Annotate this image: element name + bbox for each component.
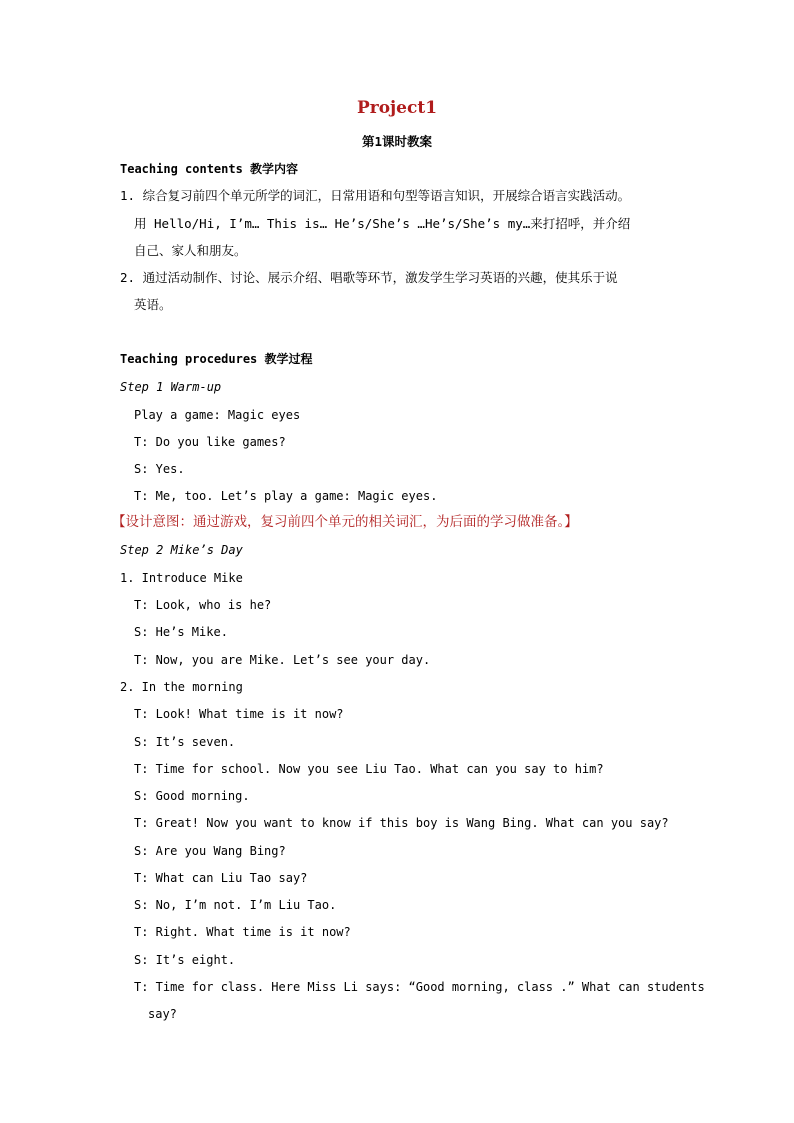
step1-line: Play a game: Magic eyes: [134, 408, 301, 422]
step2-sub2-line: S: It’s eight.: [134, 953, 236, 967]
document-title: Project1: [356, 98, 438, 118]
step1-design-intent: 【设计意图：通过游戏，复习前四个单元的相关词汇，为后面的学习做准备。】: [112, 514, 578, 530]
contents-heading: Teaching contents 教学内容: [120, 162, 299, 176]
step2-sub1-line: T: Look, who is he?: [134, 598, 272, 612]
step2-sub1-line: T: Now, you are Mike. Let’s see your day.: [134, 653, 431, 667]
step2-sub2-heading: 2. In the morning: [120, 680, 243, 694]
contents-item-1-line-3: 自己、家人和朋友。: [134, 243, 247, 258]
step1-line: S: Yes.: [134, 462, 185, 476]
step2-sub2-line: T: Great! Now you want to know if this boy is Wang Bing. What can you say?: [134, 816, 669, 830]
contents-item-2-line-2: 英语。: [134, 297, 172, 312]
step2-sub2-line: T: Time for class. Here Miss Li says: “Good morning, class .” What can students: [134, 980, 705, 994]
step2-sub2-line: T: What can Liu Tao say?: [134, 871, 308, 885]
step2-sub2-line: S: No, I’m not. I’m Liu Tao.: [134, 898, 337, 912]
step2-sub1-heading: 1. Introduce Mike: [120, 571, 243, 585]
step2-sub2-line: S: It’s seven.: [134, 735, 236, 749]
step2-heading: Step 2 Mike’s Day: [120, 543, 243, 557]
contents-item-2: 2. 通过活动制作、讨论、展示介绍、唱歌等环节，激发学生学习英语的兴趣，使其乐于说: [120, 270, 618, 285]
contents-item-1-line-2: 用 Hello/Hi, I’m… This is… He’s/She’s …He’s/She’s my…来打招呼，并介绍: [134, 216, 631, 231]
step2-sub2-line: T: Right. What time is it now?: [134, 925, 351, 939]
step1-line: T: Me, too. Let’s play a game: Magic eyes.: [134, 489, 438, 503]
step2-sub2-line: S: Good morning.: [134, 789, 250, 803]
step1-line: T: Do you like games?: [134, 435, 286, 449]
step2-sub2-line: T: Look! What time is it now?: [134, 707, 344, 721]
step1-heading: Step 1 Warm-up: [120, 380, 222, 394]
step2-sub2-line: S: Are you Wang Bing?: [134, 844, 286, 858]
procedures-heading: Teaching procedures 教学过程: [120, 352, 313, 366]
document-subtitle: 第1课时教案: [361, 134, 433, 149]
contents-item-1: 1. 综合复习前四个单元所学的词汇，日常用语和句型等语言知识，开展综合语言实践活动。: [120, 188, 631, 203]
step2-sub1-line: S: He’s Mike.: [134, 625, 228, 639]
step2-sub2-line: say?: [148, 1007, 177, 1021]
step2-sub2-line: T: Time for school. Now you see Liu Tao. What can you say to him?: [134, 762, 604, 776]
